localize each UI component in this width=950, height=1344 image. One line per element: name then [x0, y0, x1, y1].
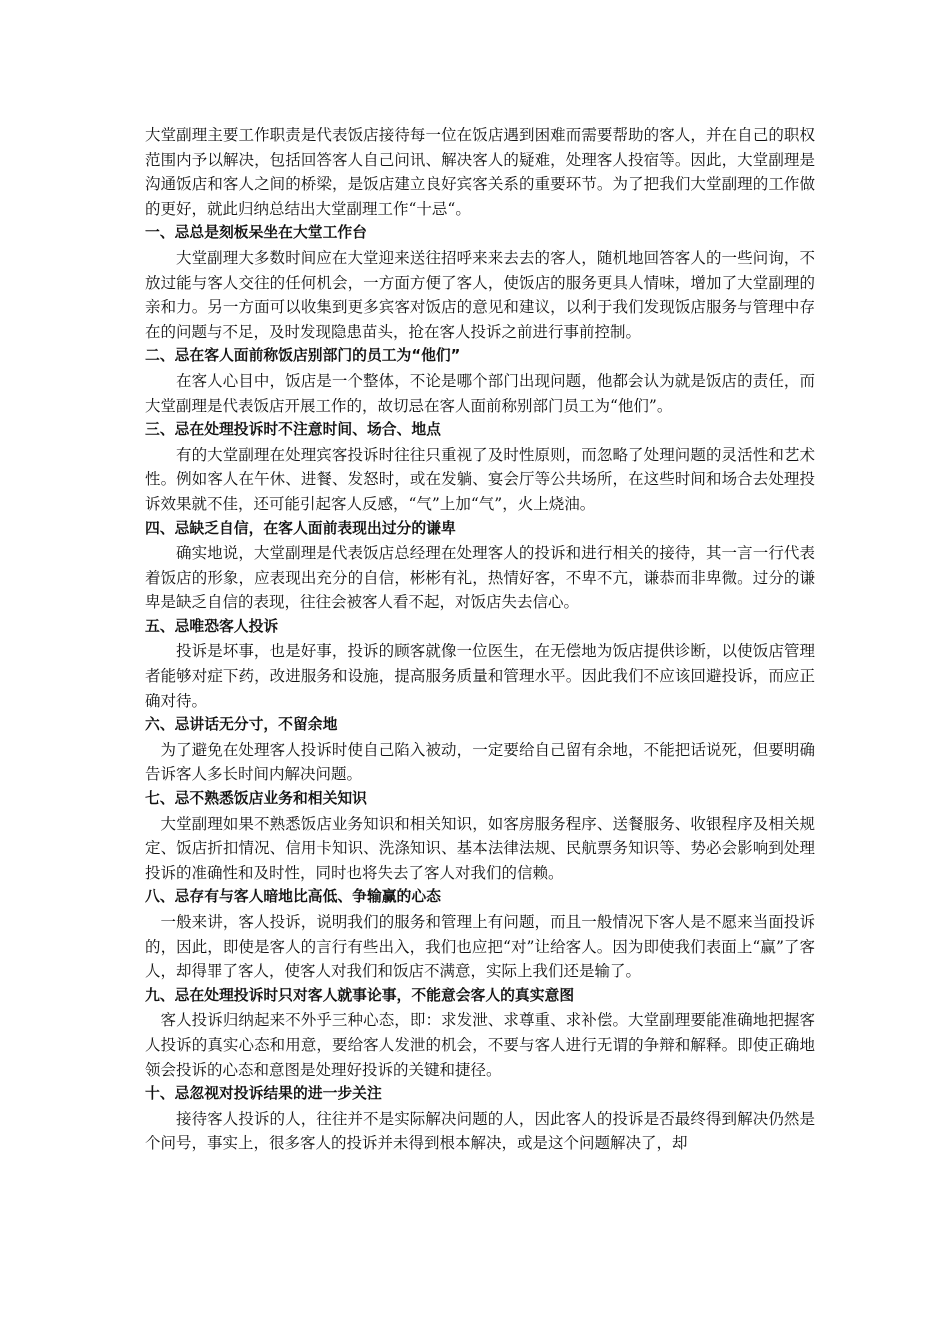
section-2-body: 在客人心目中，饭店是一个整体，不论是哪个部门出现问题，他都会认为就是饭店的责任，而大堂副理是代表饭店开展工作的，故切忌在客人面前称别部门员工为“他们”。: [145, 371, 815, 415]
section-5-heading: 五、忌唯恐客人投诉: [145, 617, 279, 635]
section-5-body: 投诉是坏事，也是好事，投诉的顾客就像一位医生，在无偿地为饭店提供诊断，以使饭店管理者能够对症下药，改进服务和设施，提高服务质量和管理水平。因此我们不应该回避投诉，而应正确对待。: [145, 642, 815, 710]
section-3-body: 有的大堂副理在处理宾客投诉时往往只重视了及时性原则，而忽略了处理问题的灵活性和艺术性。例如客人在午休、进餐、发怒时，或在发躺、宴会厅等公共场所，在这些时间和场合去处理投诉效果就不佳，还可能引起客人反感，“气”上加“气”，火上烧油。: [145, 445, 815, 513]
intro-paragraph: 大堂副理主要工作职责是代表饭店接待每一位在饭店遇到困难而需要帮助的客人，并在自己的职权范围内予以解决，包括回答客人自己问讯、解决客人的疑难，处理客人投宿等。因此，大堂副理是沟通饭店和客人之间的桥梁，是饭店建立良好宾客关系的重要环节。为了把我们大堂副理的工作做的更好，就此归纳总结出大堂副理工作“十忌“。: [145, 126, 815, 218]
section-1-body: 大堂副理大多数时间应在大堂迎来送往招呼来来去去的客人，随机地回答客人的一些问询，不放过能与客人交往的任何机会，一方面方便了客人，使饭店的服务更具人情味，增加了大堂副理的亲和力。另一方面可以收集到更多宾客对饭店的意见和建议，以利于我们发现饭店服务与管理中存在的问题与不足，及时发现隐患苗头，抢在客人投诉之前进行事前控制。: [145, 248, 815, 341]
section-2-heading: 二、忌在客人面前称饭店别部门的员工为“他们”: [145, 347, 461, 365]
section-9-body: 客人投诉归纳起来不外乎三种心态，即：求发泄、求尊重、求补偿。大堂副理要能准确地把握客人投诉的真实心态和用意，要给客人发泄的机会，不要与客人进行无谓的争辩和解释。即使正确地领会投诉的心态和意图是处理好投诉的关键和捷径。: [145, 1011, 815, 1079]
section-4-heading: 四、忌缺乏自信，在客人面前表现出过分的谦卑: [145, 519, 456, 537]
section-7-heading: 七、忌不熟悉饭店业务和相关知识: [145, 790, 367, 808]
section-8-heading: 八、忌存有与客人暗地比高低、争输赢的心态: [145, 888, 441, 906]
section-4-body: 确实地说，大堂副理是代表饭店总经理在处理客人的投诉和进行相关的接待，其一言一行代表着饭店的形象，应表现出充分的自信，彬彬有礼，热情好客，不卑不亢，谦恭而非卑微。过分的谦卑是缺乏自信的表现，往往会被客人看不起，对饭店失去信心。: [145, 544, 815, 612]
section-3-heading: 三、忌在处理投诉时不注意时间、场合、地点: [145, 421, 441, 439]
section-6-heading: 六、忌讲话无分寸，不留余地: [145, 716, 338, 734]
section-1-heading: 一、忌总是刻板呆坐在大堂工作台: [145, 224, 367, 242]
section-7-body: 大堂副理如果不熟悉饭店业务知识和相关知识，如客房服务程序、送餐服务、收银程序及相关规定、饭店折扣情况、信用卡知识、洗涤知识、基本法律法规、民航票务知识等、势必会影响到处理投诉的准确性和及时性，同时也将失去了客人对我们的信赖。: [145, 814, 815, 882]
section-9-heading: 九、忌在处理投诉时只对客人就事论事，不能意会客人的真实意图: [145, 986, 575, 1004]
section-10-heading: 十、忌忽视对投诉结果的进一步关注: [145, 1085, 382, 1103]
section-6-body: 为了避免在处理客人投诉时使自己陷入被动，一定要给自己留有余地，不能把话说死，但要明确告诉客人多长时间内解决问题。: [145, 740, 815, 784]
section-8-body: 一般来讲，客人投诉，说明我们的服务和管理上有问题，而且一般情况下客人是不愿来当面投诉的，因此，即使是客人的言行有些出入，我们也应把“对”让给客人。因为即使我们表面上“赢”了客人，却得罪了客人，使客人对我们和饭店不满意，实际上我们还是输了。: [145, 913, 815, 981]
document-page: [145, 123, 815, 1156]
section-10-body: 接待客人投诉的人，往往并不是实际解决问题的人，因此客人的投诉是否最终得到解决仍然是个问号，事实上，很多客人的投诉并未得到根本解决，或是这个问题解决了，却: [145, 1109, 815, 1153]
